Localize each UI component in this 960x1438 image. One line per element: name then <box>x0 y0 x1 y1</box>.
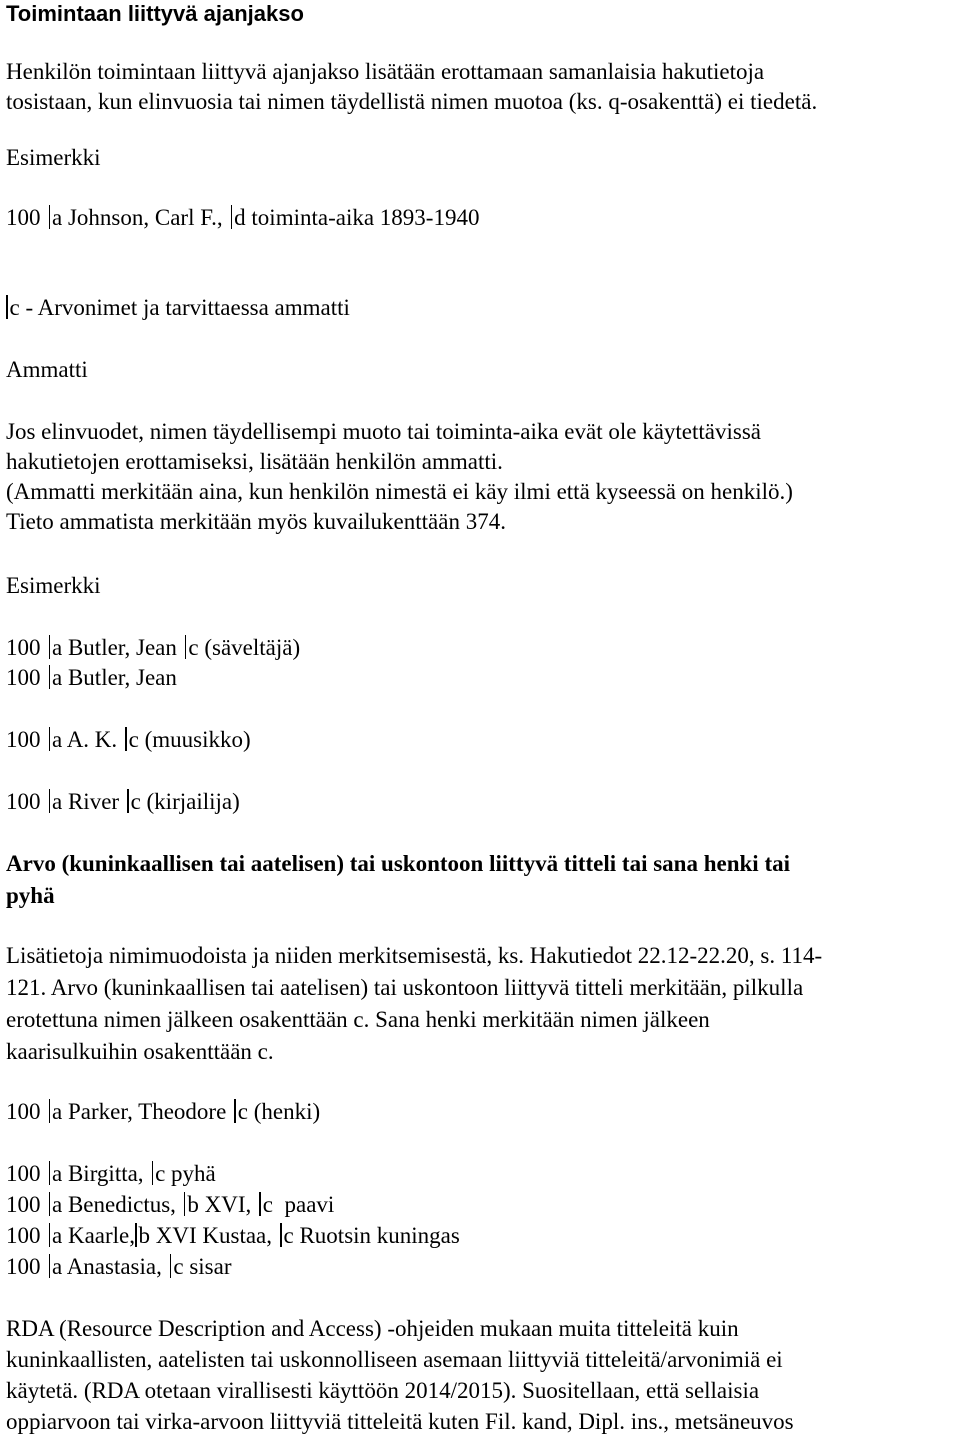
subfield-delimiter <box>49 727 51 751</box>
subfield-a: a Kaarle, <box>52 1223 135 1248</box>
marc-example <box>6 786 240 817</box>
subfield-a: a Parker, Theodore <box>52 1099 227 1124</box>
subfield-delimiter <box>184 1192 186 1216</box>
subfield-delimiter <box>234 1099 236 1123</box>
subfield-b: b XVI Kustaa, <box>138 1223 272 1248</box>
subfield-delimiter <box>49 205 51 229</box>
paragraph-line: kaarisulkuihin osakenttään c. <box>6 1039 274 1064</box>
subfield-delimiter <box>170 1254 172 1278</box>
subfield-delimiter <box>152 1161 154 1185</box>
subfield-delimiter <box>49 1099 51 1123</box>
subfield-c: c (henki) <box>237 1099 321 1124</box>
marc-example <box>6 1189 334 1220</box>
section-heading-c <box>6 292 350 323</box>
subfield-delimiter <box>127 789 129 813</box>
paragraph-line: Tieto ammatista merkitään myös kuvailukenttään 374. <box>6 509 506 534</box>
subfield-delimiter <box>231 205 233 229</box>
paragraph-line: oppiarvoon tai virka-arvoon liittyviä titteleitä kuten Fil. kand, Dipl. ins., metsäneuvos <box>6 1409 794 1434</box>
subfield-c: c Ruotsin kuningas <box>283 1223 460 1248</box>
subfield-a: a Johnson, Carl F., <box>52 205 223 230</box>
subfield-delimiter <box>185 635 187 659</box>
marc-tag: 100 <box>6 1099 41 1124</box>
marc-tag: 100 <box>6 635 41 660</box>
marc-example-johnson <box>6 202 479 233</box>
subfield-delimiter <box>49 635 51 659</box>
subfield-delimiter <box>125 727 127 751</box>
subfield-delimiter <box>49 1192 51 1216</box>
subfield-delimiter <box>49 1223 51 1247</box>
subfield-delimiter <box>280 1223 282 1247</box>
subfield-c: c (muusikko) <box>128 727 251 752</box>
example-label: Esimerkki <box>6 145 101 170</box>
marc-tag: 100 <box>6 1223 41 1248</box>
subfield-a: a A. K. <box>52 727 118 752</box>
subfield-delimiter <box>49 1161 51 1185</box>
paragraph-line: Jos elinvuodet, nimen täydellisempi muoto tai toiminta-aika evät ole käytettävissä <box>6 419 761 444</box>
subheading-arvo: Arvo (kuninkaallisen tai aatelisen) tai uskontoon liittyvä titteli tai sana henki tai <box>6 851 790 876</box>
paragraph-line: tosistaan, kun elinvuosia tai nimen täydellistä nimen muotoa (ks. q-osakenttä) ei tiedetä. <box>6 89 818 114</box>
subfield-a: a Anastasia, <box>52 1254 162 1279</box>
section-heading-period: Toimintaan liittyvä ajanjakso <box>6 1 304 26</box>
subheading-ammatti: Ammatti <box>6 357 88 382</box>
marc-tag: 100 <box>6 205 41 230</box>
subfield-a: a Benedictus, <box>52 1192 176 1217</box>
marc-example <box>6 1220 460 1251</box>
paragraph-line: (Ammatti merkitään aina, kun henkilön nimestä ei käy ilmi että kyseessä on henkilö.) <box>6 479 793 504</box>
subfield-delimiter <box>135 1223 137 1247</box>
subfield-a: a Butler, Jean <box>52 635 177 660</box>
subfield-c: c (kirjailija) <box>130 789 240 814</box>
subfield-a: a River <box>52 789 120 814</box>
paragraph-line: Henkilön toimintaan liittyvä ajanjakso lisätään erottamaan samanlaisia hakutietoja <box>6 59 765 84</box>
section-heading-c-text: c - Arvonimet ja tarvittaessa ammatti <box>9 295 350 320</box>
subfield-a: a Butler, Jean <box>52 665 177 690</box>
subfield-a: a Birgitta, <box>52 1161 144 1186</box>
marc-tag: 100 <box>6 1192 41 1217</box>
subfield-delimiter <box>6 295 8 319</box>
paragraph-line: RDA (Resource Description and Access) -ohjeiden mukaan muita titteleitä kuin <box>6 1316 739 1341</box>
subfield-b: b XVI, <box>187 1192 252 1217</box>
subfield-c: c pyhä <box>155 1161 216 1186</box>
subfield-delimiter <box>49 665 51 689</box>
subfield-c: c paavi <box>262 1192 335 1217</box>
paragraph-line: käytetä. (RDA otetaan virallisesti käyttöön 2014/2015). Suositellaan, että sellaisia <box>6 1378 760 1403</box>
marc-tag: 100 <box>6 789 41 814</box>
marc-tag: 100 <box>6 727 41 752</box>
subfield-delimiter <box>49 1254 51 1278</box>
subfield-delimiter <box>49 789 51 813</box>
marc-tag: 100 <box>6 1161 41 1186</box>
paragraph-line: kuninkaallisten, aatelisten tai uskonnolliseen asemaan liittyviä titteleitä/arvonimiä ei <box>6 1347 783 1372</box>
marc-example <box>6 1158 216 1189</box>
paragraph-line: hakutietojen erottamiseksi, lisätään henkilön ammatti. <box>6 449 503 474</box>
marc-example <box>6 632 300 663</box>
marc-example <box>6 1251 231 1282</box>
subfield-delimiter <box>259 1192 261 1216</box>
marc-example-parker <box>6 1096 320 1127</box>
marc-tag: 100 <box>6 665 41 690</box>
subfield-d: d toiminta-aika 1893-1940 <box>234 205 480 230</box>
subheading-arvo-cont: pyhä <box>6 883 55 908</box>
marc-tag: 100 <box>6 1254 41 1279</box>
marc-example <box>6 662 177 693</box>
marc-example <box>6 724 251 755</box>
paragraph-line: erotettuna nimen jälkeen osakenttään c. Sana henki merkitään nimen jälkeen <box>6 1007 710 1032</box>
paragraph-line: 121. Arvo (kuninkaallisen tai aatelisen) tai uskontoon liittyvä titteli merkitään, pilkulla <box>6 975 804 1000</box>
paragraph-line: Lisätietoja nimimuodoista ja niiden merkitsemisestä, ks. Hakutiedot 22.12-22.20, s. 114- <box>6 943 823 968</box>
subfield-c: c (säveltäjä) <box>188 635 301 660</box>
example-label: Esimerkki <box>6 573 101 598</box>
subfield-c: c sisar <box>173 1254 232 1279</box>
